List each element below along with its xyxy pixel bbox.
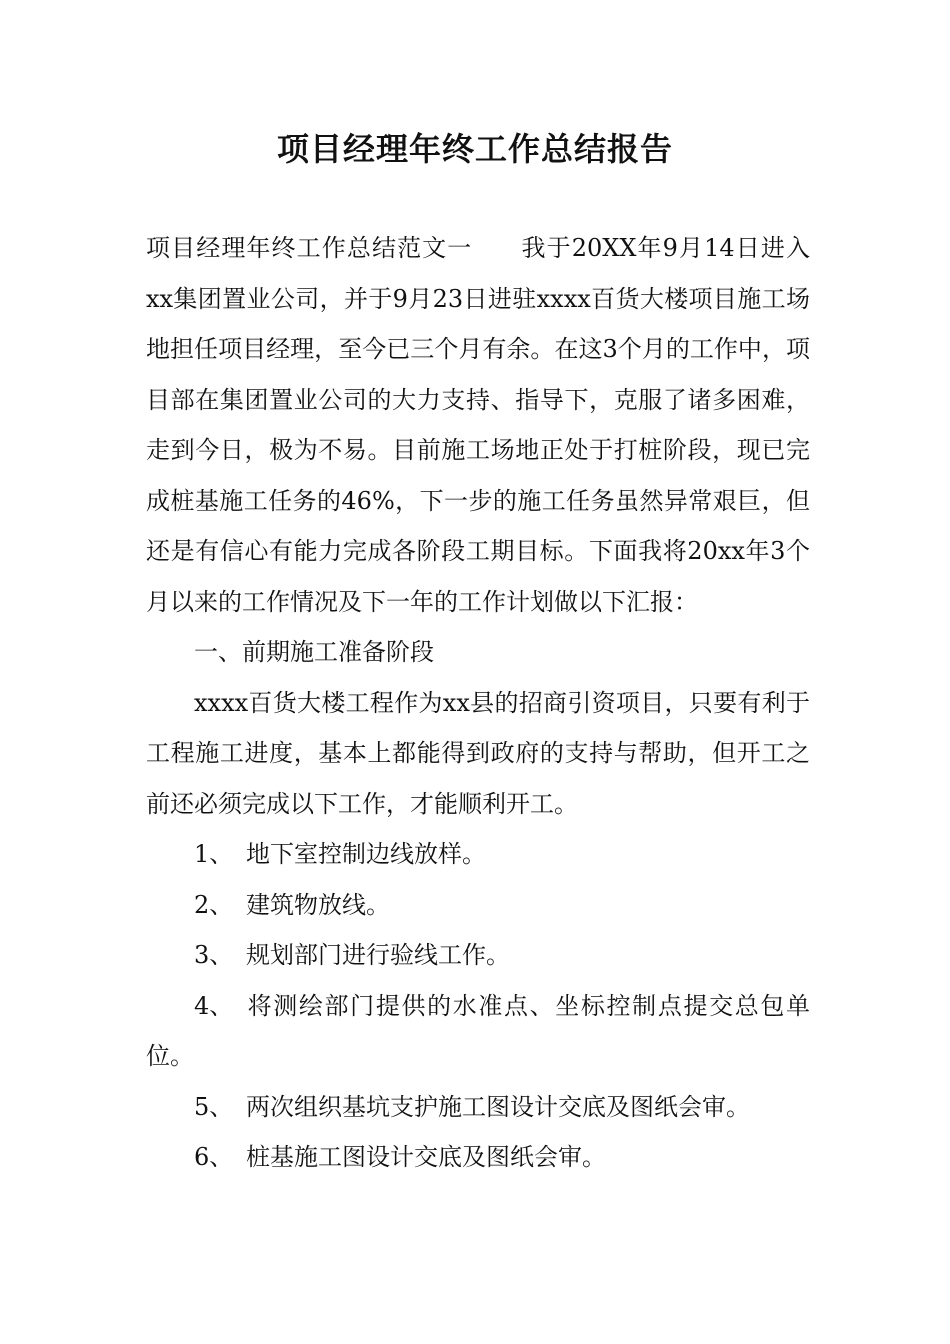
section-paragraph: xxxx百货大楼工程作为xx县的招商引资项目，只要有利于工程施工进度，基本上都能得到政府的支持与帮助，但开工之前还必须完成以下工作，才能顺利开工。 (146, 688, 810, 818)
document-body (146, 223, 810, 1183)
intro-paragraph (146, 223, 810, 627)
list-item-text: 地下室控制边线放样。 (246, 840, 486, 868)
list-item-text: 将测绘部门提供的水准点、坐标控制点提交总包单位。 (146, 991, 810, 1070)
list-item-number: 4、 (194, 991, 234, 1020)
intro-text: 我于20XX年9月14日进入xx集团置业公司，并于9月23日进驻xxxx百货大楼项目施工场地担任项目经理，至今已三个月有余。在这3个月的工作中，项目部在集团置业公司的大力支持、指导下，克服了诸多困难，走到今日，极为不易。目前施工场地正处于打桩阶段，现已完成桩基施工任务的46%，下一步的施工任务虽然异常艰巨，但还是有信心有能力完成各阶段工期目标。下面我将20xx年3个月以来的工作情况及下一年的工作计划做以下汇报： (146, 234, 810, 616)
list-item-text: 两次组织基坑支护施工图设计交底及图纸会审。 (246, 1092, 750, 1121)
list-item (146, 930, 810, 981)
intro-lead: 项目经理年终工作总结范文一 (146, 234, 473, 262)
list-item (146, 1132, 810, 1183)
list-item-text: 桩基施工图设计交底及图纸会审。 (246, 1143, 606, 1171)
list-item-number: 5、 (194, 1092, 234, 1121)
list-item-text: 建筑物放线。 (246, 890, 390, 919)
list-item-text: 规划部门进行验线工作。 (246, 941, 510, 969)
document-title: 项目经理年终工作总结报告 (276, 130, 673, 168)
list-item (146, 981, 810, 1082)
list-item-number: 1、 (194, 840, 234, 868)
list-item-number: 2、 (194, 890, 234, 919)
list-item-number: 3、 (194, 941, 234, 969)
list-item (146, 880, 810, 931)
list-item (146, 1082, 810, 1133)
section-heading: 一、前期施工准备阶段 (194, 638, 434, 666)
list-item (146, 829, 810, 880)
list-item-number: 6、 (194, 1143, 234, 1171)
